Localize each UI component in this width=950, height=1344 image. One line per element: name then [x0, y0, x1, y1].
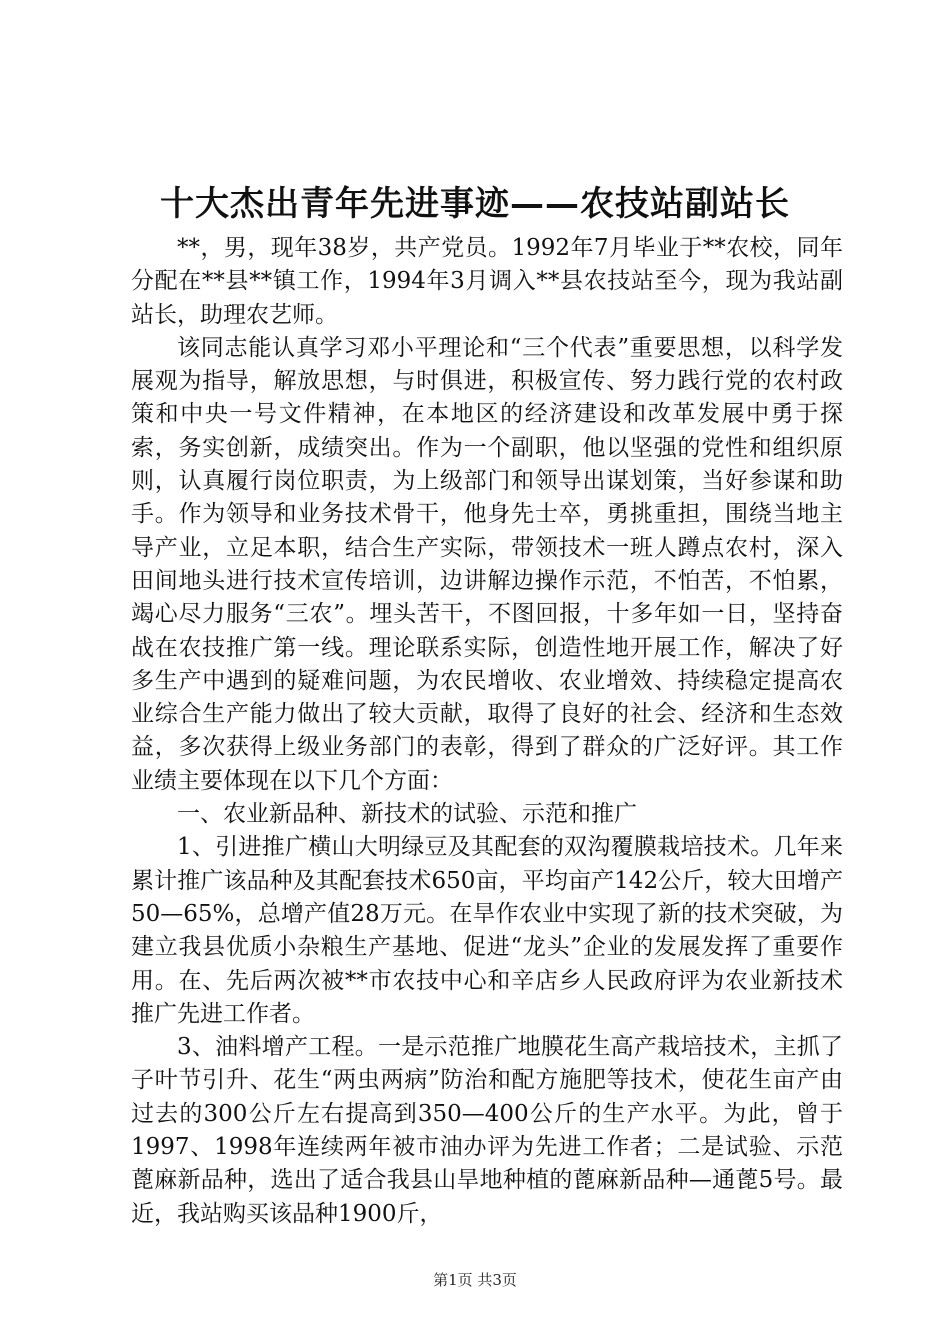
paragraph-item-1: 1、引进推广横山大明绿豆及其配套的双沟覆膜栽培技术。几年来累计推广该品种及其配套技术650亩，平均亩产142公斤，较大田增产50—65%，总增产值28万元。在旱作农业中实现了新的技术突破，为建立我县优质小杂粮生产基地、促进“龙头”企业的发展发挥了重要作用。在、先后两次被**市农技中心和辛店乡人民政府评为农业新技术推广先进工作者。 — [131, 834, 843, 1027]
paragraph-item-3: 3、油料增产工程。一是示范推广地膜花生高产栽培技术，主抓了子叶节引升、花生“两虫两病”防治和配方施肥等技术，使花生亩产由过去的300公斤左右提高到350—400公斤的生产水平。为此，曾于1997、1998年连续两年被市油办评为先进工作者；二是试验、示范蓖麻新品种，选出了适合我县山旱地种植的蓖麻新品种—通蓖5号。最近，我站购买该品种1900斤， — [131, 1034, 843, 1227]
paragraph-intro: **，男，现年38岁，共产党员。1992年7月毕业于**农校，同年分配在**县**镇工作，1994年3月调入**县农技站至今，现为我站副站长，助理农艺师。 — [131, 235, 843, 328]
document-body — [131, 232, 843, 1231]
document-title: 十大杰出青年先进事迹——农技站副站长 — [160, 184, 790, 224]
page-footer: 第1页 共3页 — [433, 1271, 517, 1289]
section-heading: 一、农业新品种、新技术的试验、示范和推广 — [177, 801, 637, 828]
paragraph-summary: 该同志能认真学习邓小平理论和“三个代表”重要思想，以科学发展观为指导，解放思想，与时俱进，积极宣传、努力践行党的农村政策和中央一号文件精神，在本地区的经济建设和改革发展中勇于探索，务实创新，成绩突出。作为一个副职，他以坚强的党性和组织原则，认真履行岗位职责，为上级部门和领导出谋划策，当好参谋和助手。作为领导和业务技术骨干，他身先士卒，勇挑重担，围绕当地主导产业，立足本职，结合生产实际，带领技术一班人蹲点农村，深入田间地头进行技术宣传培训，边讲解边操作示范，不怕苦，不怕累，竭心尽力服务“三农”。埋头苦干，不图回报，十多年如一日，坚持奋战在农技推广第一线。理论联系实际，创造性地开展工作，解决了好多生产中遇到的疑难问题，为农民增收、农业增效、持续稳定提高农业综合生产能力做出了较大贡献，取得了良好的社会、经济和生态效益，多次获得上级业务部门的表彰，得到了群众的广泛好评。其工作业绩主要体现在以下几个方面： — [131, 334, 843, 794]
